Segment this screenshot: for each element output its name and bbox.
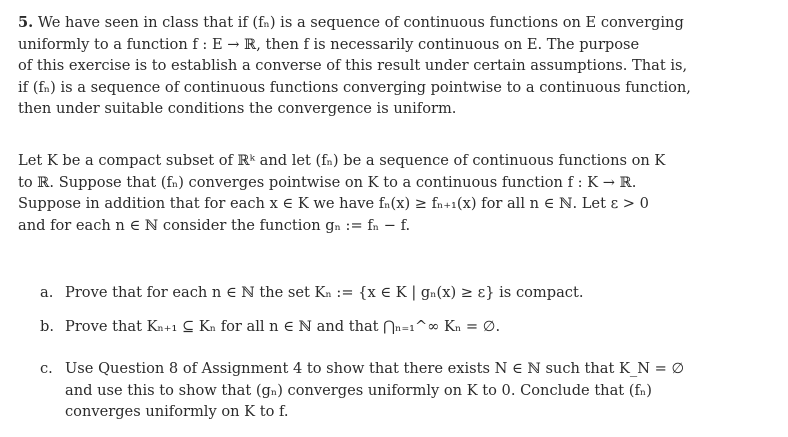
- intro-line: uniformly to a function f : E → ℝ, then f is necessarily continuous on E. The purpose: [18, 35, 640, 53]
- setup-paragraph: [18, 150, 770, 236]
- part-text: converges uniformly on K to f.: [65, 403, 289, 420]
- part-label: a.: [40, 284, 54, 301]
- intro-line: of this exercise is to establish a converse of this result under certain assumptions. That is,: [18, 57, 688, 74]
- problem-number: 5.: [18, 14, 34, 31]
- part-text: and use this to show that (gₙ) converges uniformly on K to 0. Conclude that (fₙ): [65, 381, 652, 399]
- intro-line: if (fₙ) is a sequence of continuous functions converging pointwise to a continuous function,: [18, 78, 691, 96]
- setup-line: and for each n ∈ ℕ consider the function gₙ := fₙ − f.: [18, 216, 411, 234]
- part-text: Prove that Kₙ₊₁ ⊆ Kₙ for all n ∈ ℕ and that ⋂ₙ₌₁^∞ Kₙ = ∅.: [65, 318, 501, 335]
- part-label: c.: [40, 360, 53, 377]
- part-text: Use Question 8 of Assignment 4 to show that there exists N ∈ ℕ such that K_N = ∅: [65, 360, 685, 377]
- intro-paragraph: [18, 12, 770, 120]
- setup-line: to ℝ. Suppose that (fₙ) converges pointwise on K to a continuous function f : K → ℝ.: [18, 173, 637, 191]
- setup-line: Suppose in addition that for each x ∈ K we have fₙ(x) ≥ fₙ₊₁(x) for all n ∈ ℕ. Let ε > 0: [18, 195, 649, 212]
- intro-line: then under suitable conditions the convergence is uniform.: [18, 100, 457, 117]
- intro-line: 5. We have seen in class that if (fₙ) is a sequence of continuous functions on E converging: [18, 14, 684, 31]
- part-text: Prove that for each n ∈ ℕ the set Kₙ := {x ∈ K | gₙ(x) ≥ ε} is compact.: [65, 284, 584, 301]
- part-label: b.: [40, 318, 54, 335]
- setup-line: Let K be a compact subset of ℝᵏ and let (fₙ) be a sequence of continuous functions on K: [18, 152, 666, 169]
